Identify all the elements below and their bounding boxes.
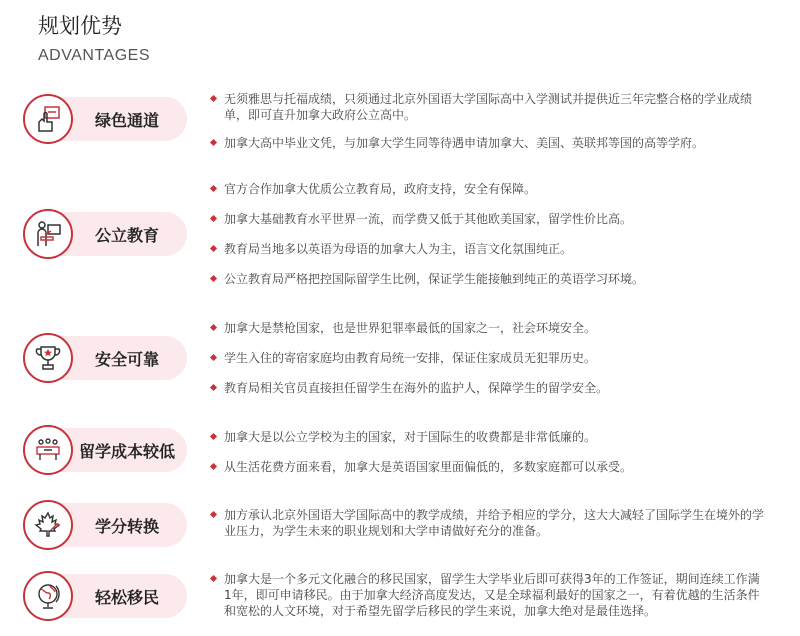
teacher-board-icon bbox=[23, 209, 73, 259]
section-label: 绿色通道 bbox=[94, 110, 159, 130]
section-label: 学分转换 bbox=[94, 516, 159, 536]
section-badge bbox=[27, 212, 187, 256]
list-item: 官方合作加拿大优质公立教育局，政府支持，安全有保障。 bbox=[210, 181, 766, 197]
list-item: 加拿大是一个多元文化融合的移民国家，留学生大学毕业后即可获得3年的工作签证，期间连续工作满1年，即可申请移民。由于加拿大经济高度发达，又是全球福利最好的国家之一，有着优越的生活条件和宽松的人文环境，对于希望先留学后移民的学生来说，加拿大绝对是最佳选择。 bbox=[210, 571, 766, 619]
list-item: 学生入住的寄宿家庭均由教育局统一安排，保证住家成员无犯罪历史。 bbox=[210, 350, 766, 366]
section-badge bbox=[27, 503, 187, 547]
section-badge bbox=[27, 336, 187, 380]
hand-card-icon bbox=[23, 94, 73, 144]
list-item: 无须雅思与托福成绩，只须通过北京外国语大学国际高中入学测试并提供近三年完整合格的学业成绩单，即可直升加拿大政府公立高中。 bbox=[210, 91, 766, 123]
section-label: 安全可靠 bbox=[94, 349, 159, 369]
page-subtitle: ADVANTAGES bbox=[38, 47, 150, 64]
list-item: 加方承认北京外国语大学国际高中的教学成绩，并给予相应的学分，这大大减轻了国际学生在境外的学业压力，为学生未来的职业规划和大学申请做好充分的准备。 bbox=[210, 507, 766, 539]
meeting-icon bbox=[23, 425, 73, 475]
section-items bbox=[210, 571, 766, 619]
list-item: 加拿大是以公立学校为主的国家，对于国际生的收费都是非常低廉的。 bbox=[210, 429, 766, 445]
section-items bbox=[210, 429, 766, 475]
section-label: 公立教育 bbox=[94, 225, 159, 245]
list-item: 教育局当地多以英语为母语的加拿大人为主，语言文化氛围纯正。 bbox=[210, 241, 766, 257]
section-items bbox=[210, 320, 766, 396]
list-item: 加拿大高中毕业文凭，与加拿大学生同等待遇申请加拿大、美国、英联邦等国的高等学府。 bbox=[210, 135, 766, 151]
maple-leaf-icon bbox=[23, 500, 73, 550]
list-item: 从生活花费方面来看，加拿大是英语国家里面偏低的，多数家庭都可以承受。 bbox=[210, 459, 766, 475]
list-item: 教育局相关官员直接担任留学生在海外的监护人，保障学生的留学安全。 bbox=[210, 380, 766, 396]
section-label: 留学成本较低 bbox=[78, 441, 175, 461]
list-item: 加拿大是禁枪国家，也是世界犯罪率最低的国家之一，社会环境安全。 bbox=[210, 320, 766, 336]
trophy-icon bbox=[23, 333, 73, 383]
section-items bbox=[210, 91, 766, 151]
page-title: 规划优势 bbox=[38, 14, 122, 38]
section-badge bbox=[27, 97, 187, 141]
section-label: 轻松移民 bbox=[94, 587, 159, 607]
list-item: 加拿大基础教育水平世界一流，而学费又低于其他欧美国家，留学性价比高。 bbox=[210, 211, 766, 227]
section-items bbox=[210, 181, 766, 287]
section-badge bbox=[27, 574, 187, 618]
section-badge bbox=[27, 428, 187, 472]
list-item: 公立教育局严格把控国际留学生比例，保证学生能接触到纯正的英语学习环境。 bbox=[210, 271, 766, 287]
globe-icon bbox=[23, 571, 73, 621]
section-items bbox=[210, 507, 766, 539]
